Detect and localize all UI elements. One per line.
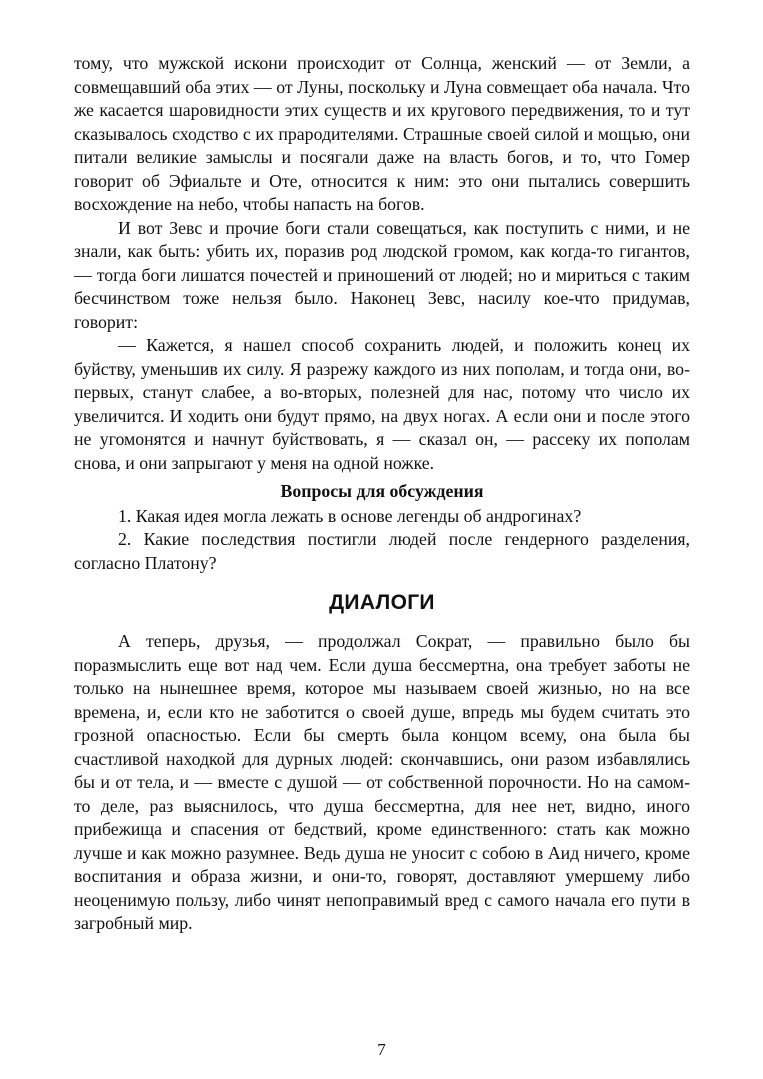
question-item: 1. Какая идея могла лежать в основе легенды об андрогинах? xyxy=(118,505,582,526)
page-body xyxy=(74,52,690,936)
question-item: 2. Какие последствия постигли людей после гендерного разделения, согласно Платону? xyxy=(74,529,690,573)
paragraph-zeus-council: И вот Зевс и прочие боги стали совещаться, как поступить с ними, и не знали, как быть: убить их, поразив род людской громом, как когда-то гигантов, — тогда боги лишатся почестей и приношений от людей; но и мириться с таким бесчинством тоже нельзя было. Наконец Зевс, насилу кое-что придумав, говорит: xyxy=(74,217,690,332)
paragraph-continuation: тому, что мужской искони происходит от Солнца, женский — от Земли, а совмещавший оба этих — от Луны, поскольку и Луна совмещает оба начала. Что же касается шаровидности этих существ и их кругового передвижения, то и тут сказывалось сходство с их прародителями. Страшные своей силой и мощью, они питали великие замыслы и посягали даже на власть богов, и то, что Гомер говорит об Эфиальте и Оте, относится к ним: это они пытались совершить восхождение на небо, чтобы напасть на богов. xyxy=(74,53,690,214)
page-number: 7 xyxy=(377,1040,386,1059)
section-heading: ДИАЛОГИ xyxy=(329,591,435,614)
questions-heading: Вопросы для обсуждения xyxy=(280,481,484,501)
paragraph-zeus-speech: — Кажется, я нашел способ сохранить людей, и положить конец их буйству, уменьшив их силу. Я разрежу каждого из них пополам, и тогда они, во-первых, станут слабее, а во-вторых, полезней для нас, потому что число их увеличится. И ходить они будут прямо, на двух ногах. А если они и после этого не угомонятся и начнут буйствовать, я — сказал он, — рассеку их пополам снова, и они запрыгают у меня на одной ножке. xyxy=(74,335,690,473)
discussion-questions xyxy=(74,480,690,575)
paragraph-dialogues: А теперь, друзья, — продолжал Сократ, — правильно было бы поразмыслить еще вот над чем. Если душа бессмертна, она требует заботы не только на нынешнее время, которое мы называем своей жизнью, но на все времена, и, если кто не заботится о своей душе, впредь мы будем считать это грозной опасностью. Если бы смерть была концом всему, она была бы счастливой находкой для дурных людей: скончавшись, они разом избавлялись бы и от тела, и — вместе с душой — от собственной порочности. Но на самом-то деле, раз выяснилось, что душа бессмертна, для нее нет, видно, иного прибежища и спасения от бедствий, кроме единственного: стать как можно лучше и как можно разумнее. Ведь душа не уносит с собою в Аид ничего, кроме воспитания и образа жизни, и они-то, говорят, доставляют умершему либо неоценимую пользу, либо чинят непоправимый вред с самого начала его пути в загробный мир. xyxy=(74,631,690,933)
